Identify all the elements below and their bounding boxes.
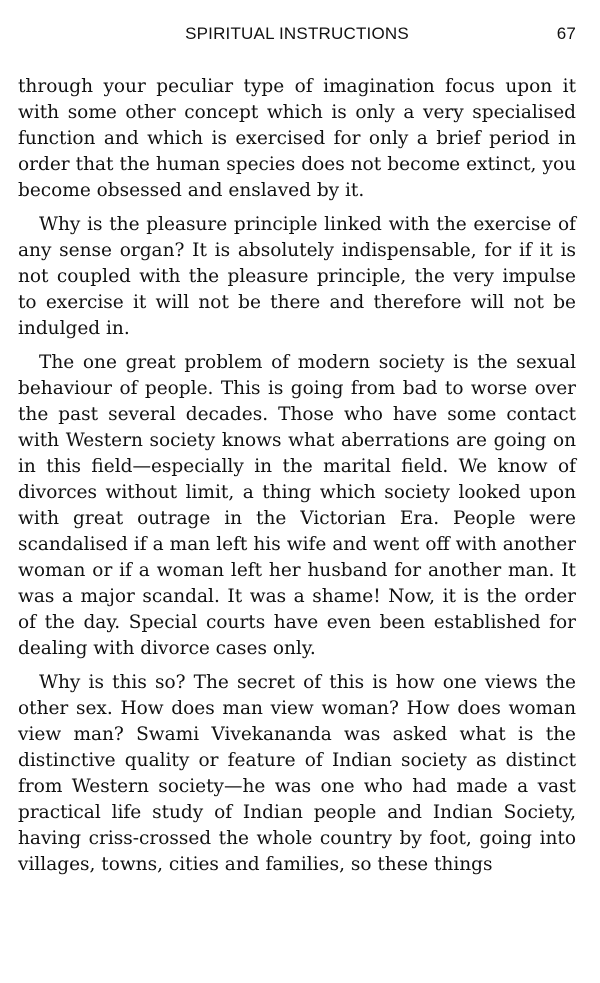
paragraph-why-is-this-so: Why is this so? The secret of this is how one views the other sex. How does man view woman? How does woman view man? Swami Vivekananda was asked what is the distinctive quality or feature of Indian society as distinct from Western society—he was one who had made a vast practical life study of Indian people and Indian Society, having criss-crossed the whole country by foot, going into villages, towns, cities and families, so these things [18,672,576,875]
body-text [18,74,576,886]
paragraph-continued: through your peculiar type of imagination focus upon it with some other concept which is only a very specialised function and which is exercised for only a brief period in order that the human species does not become extinct, you become obsessed and enslaved by it. [18,76,576,201]
paragraph-pleasure-principle: Why is the pleasure principle linked with the exercise of any sense organ? It is absolutely indispensable, for if it is not coupled with the pleasure principle, the very impulse to exercise it will not be there and therefore will not be indulged in. [18,214,576,339]
page-number: 67 [556,24,576,43]
running-head [18,24,576,48]
running-title: SPIRITUAL INSTRUCTIONS [185,24,409,43]
paragraph-modern-society: The one great problem of modern society is the sexual behaviour of people. This is going from bad to worse over the past several decades. Those who have some contact with Western society knows what aberrations are going on in this field—especially in the marital field. We know of divorces without limit, a thing which society looked upon with great outrage in the Victorian Era. People were scandalised if a man left his wife and went off with another woman or if a woman left her husband for another man. It was a major scandal. It was a shame! Now, it is the order of the day. Special courts have even been established for dealing with divorce cases only. [18,352,576,659]
